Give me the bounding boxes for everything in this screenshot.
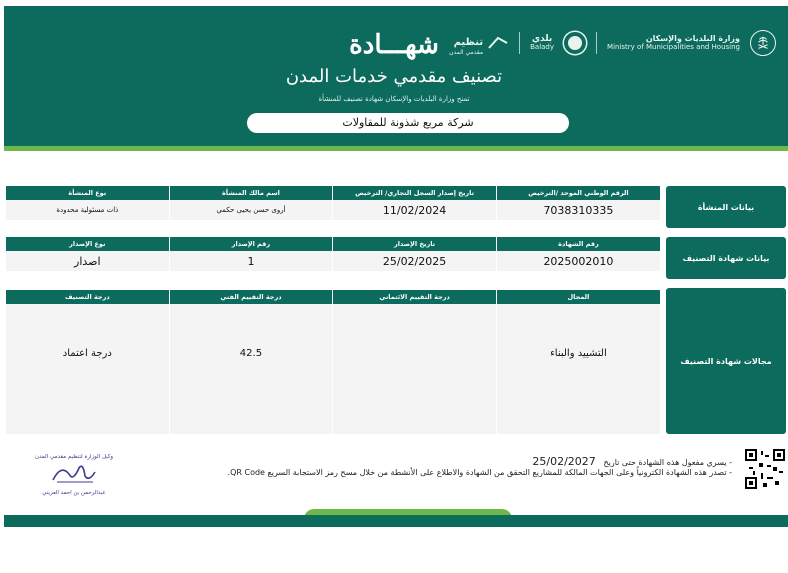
value-issue-number: 1 [169, 251, 333, 271]
classification-fields-table [5, 290, 660, 434]
tanzeem-name: تنظيم [453, 37, 484, 48]
value-national-number: 7038310335 [496, 200, 660, 220]
value-credit-rating [333, 304, 497, 434]
table-header-row [6, 237, 661, 251]
qr-code-icon[interactable] [745, 449, 785, 489]
balady-en: Balady [530, 43, 555, 51]
value-issue-date: 25/02/2025 [333, 251, 497, 271]
value-technical-rating: 42.5 [169, 304, 333, 434]
value-owner-name: أروى حسن يحيى حكمي [169, 200, 333, 220]
company-name: شركة مربع شذونة للمقاولات [247, 113, 569, 133]
header-issue-number: رقم الإصدار [169, 237, 333, 251]
ministry-name: وزارة البلديات والإسكان [645, 34, 740, 43]
value-field: التشييد والبناء [496, 304, 660, 434]
validity-prefix: - يسري مفعول هذه الشهادة حتى تاريخ [603, 458, 732, 467]
value-cr-date: 11/02/2024 [333, 200, 497, 220]
header-issue-date: تاريخ الإصدار [333, 237, 497, 251]
footer-notes [132, 457, 732, 478]
signature-block [24, 454, 124, 514]
value-classification-grade: درجة اعتماد [6, 304, 170, 434]
validity-date: 25/02/2027 [532, 455, 596, 468]
tanzeem-sub: مقدمي المدن [449, 49, 484, 56]
header-certificate-number: رقم الشهادة [496, 237, 660, 251]
value-certificate-number: 2025002010 [496, 251, 660, 271]
ministry-name-en: Ministry of Municipalities and Housing [607, 43, 740, 51]
certificate-data-table [5, 237, 660, 271]
signatory-title: وكيل الوزارة لتنظيم مقدمي المدن [34, 454, 114, 460]
header-owner-name: اسم مالك المنشأة [169, 186, 333, 200]
header-cr-date: تاريخ إصدار السجل التجاري/ الترخيص [333, 186, 497, 200]
table-header-row [6, 290, 661, 304]
balady-ar: بلدي [531, 34, 553, 44]
section-label-fields: مجالات شهادة التصنيف [666, 288, 786, 434]
value-issue-type: اصدار [6, 251, 170, 271]
table-row [6, 304, 661, 434]
header-technical-rating: درجة التقييم الفني [169, 290, 333, 304]
header-national-number: الرقم الوطني الموحد /الترخيص [496, 186, 660, 200]
header-classification-grade: درجة التصنيف [6, 290, 170, 304]
header-accent-stripe [4, 146, 788, 151]
section-label-certificate: بيانات شهادة التصنيف [666, 237, 786, 279]
table-row [6, 200, 661, 220]
certificate-note: تمنح وزارة البلديات والإسكان شهادة تصنيف للمنشأة [318, 95, 470, 103]
signatory-name: عبدالرحمن بن احمد العريني [42, 490, 106, 496]
establishment-table [5, 186, 660, 220]
table-row [6, 251, 661, 271]
issued-note: - تصدر هذه الشهادة الكترونياً وعلى الجهات المالكة للمشاريع التحقق من الشهادة والاطلاع على الأنشطة من خلال مسح رمز الاستجابة السريع QR Code. [227, 468, 732, 477]
section-label-establishment: بيانات المنشأة [666, 186, 786, 228]
value-establishment-type: ذات مسئولية محدودة [6, 200, 170, 220]
certificate-title: شهـــادة [349, 30, 439, 60]
signature-icon [49, 460, 99, 486]
footer-bar [4, 515, 788, 527]
header-establishment-type: نوع المنشأة [6, 186, 170, 200]
header-credit-rating: درجة التقييم الائتماني [333, 290, 497, 304]
table-header-row [6, 186, 661, 200]
validity-line [132, 457, 732, 468]
certificate-subtitle: تصنيف مقدمي خدمات المدن [285, 66, 503, 87]
header-issue-type: نوع الإصدار [6, 237, 170, 251]
header-field: المجال [496, 290, 660, 304]
